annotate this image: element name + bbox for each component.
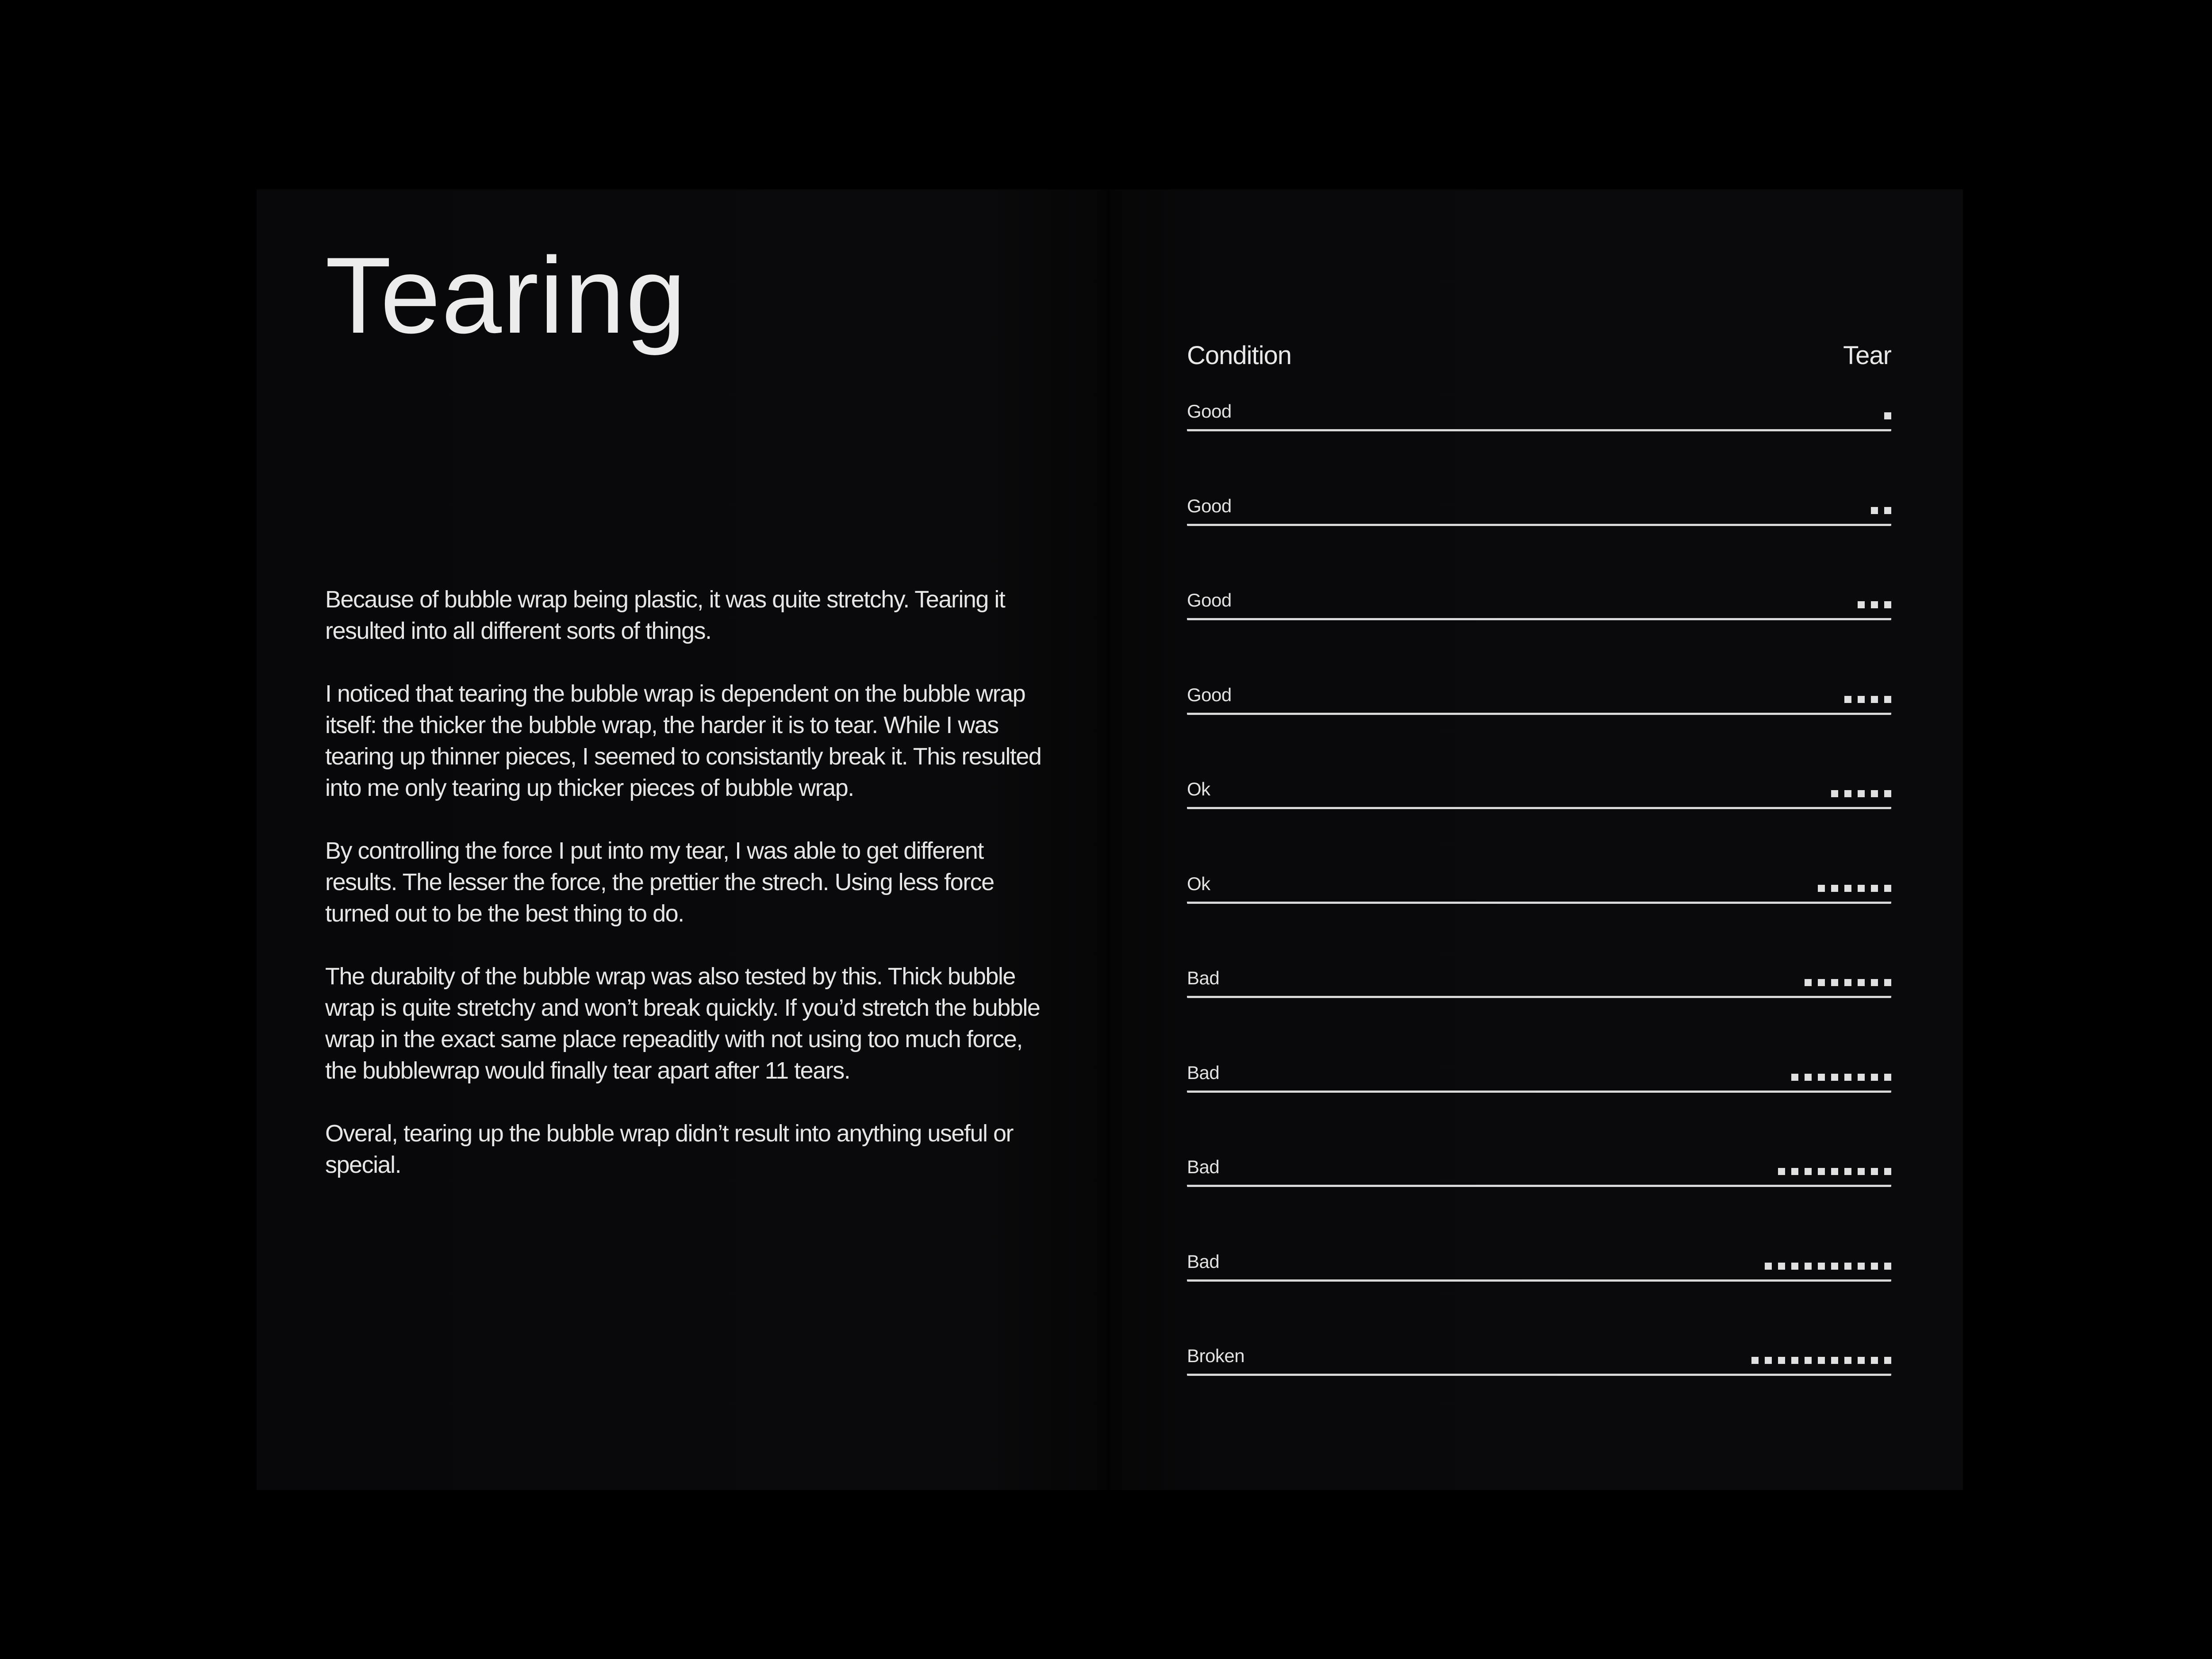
tear-mark <box>1778 1263 1785 1270</box>
right-page <box>1108 189 1963 1490</box>
tear-mark <box>1844 1263 1851 1270</box>
tear-mark <box>1871 979 1878 986</box>
table-row <box>1187 780 1891 809</box>
tear-mark <box>1884 1263 1891 1270</box>
tear-table <box>1187 341 1891 1366</box>
tear-mark <box>1778 1168 1785 1175</box>
table-row <box>1187 969 1891 998</box>
tear-mark <box>1871 1168 1878 1175</box>
tear-mark <box>1778 1357 1785 1364</box>
table-row <box>1187 591 1891 620</box>
table-row <box>1187 875 1891 904</box>
table-row <box>1187 497 1891 526</box>
tear-mark <box>1831 885 1838 892</box>
row-condition: Ok <box>1187 873 1210 894</box>
header-tear: Tear <box>1843 341 1891 370</box>
tear-marks <box>1871 507 1891 514</box>
page-title: Tearing <box>325 234 687 356</box>
tear-mark <box>1884 1357 1891 1364</box>
row-condition: Bad <box>1187 1062 1220 1083</box>
row-condition: Bad <box>1187 968 1220 988</box>
body-text <box>325 584 1051 1212</box>
tear-mark <box>1818 979 1825 986</box>
tear-mark <box>1884 885 1891 892</box>
tear-mark <box>1844 979 1851 986</box>
tear-mark <box>1765 1357 1772 1364</box>
tear-mark <box>1858 696 1865 703</box>
table-row <box>1187 1158 1891 1187</box>
tear-marks <box>1751 1357 1891 1364</box>
tear-mark <box>1831 1074 1838 1081</box>
tear-mark <box>1844 696 1851 703</box>
tear-mark <box>1884 412 1891 419</box>
tear-mark <box>1831 1263 1838 1270</box>
tear-mark <box>1805 1357 1812 1364</box>
row-condition: Good <box>1187 495 1232 516</box>
table-row <box>1187 686 1891 715</box>
tear-marks <box>1818 885 1891 892</box>
tear-mark <box>1858 1263 1865 1270</box>
tear-mark <box>1871 696 1878 703</box>
table-row <box>1187 1064 1891 1093</box>
table-row <box>1187 1253 1891 1282</box>
tear-mark <box>1858 1074 1865 1081</box>
tear-mark <box>1818 1357 1825 1364</box>
tear-mark <box>1805 1168 1812 1175</box>
row-condition: Broken <box>1187 1345 1245 1366</box>
tear-mark <box>1765 1263 1772 1270</box>
tear-mark <box>1791 1263 1798 1270</box>
tear-mark <box>1818 885 1825 892</box>
tear-mark <box>1884 1074 1891 1081</box>
paragraph: The durabilty of the bubble wrap was also tested by this. Thick bubble wrap is quite stretchy and won’t break quickly. If you’d stretch the bubble wrap in the exact same place repeaditly with not using too much force, the bubblewrap would finally tear apart after 11 tears. <box>325 963 1040 1084</box>
table-header <box>1187 341 1891 376</box>
tear-mark <box>1751 1357 1759 1364</box>
tear-marks <box>1884 412 1891 419</box>
tear-mark <box>1831 979 1838 986</box>
tear-mark <box>1818 1074 1825 1081</box>
header-condition: Condition <box>1187 341 1292 370</box>
tear-mark <box>1884 601 1891 608</box>
tear-mark <box>1791 1357 1798 1364</box>
tear-mark <box>1831 1168 1838 1175</box>
row-condition: Good <box>1187 401 1232 422</box>
tear-mark <box>1871 1263 1878 1270</box>
tear-mark <box>1805 1263 1812 1270</box>
tear-mark <box>1871 885 1878 892</box>
row-condition: Bad <box>1187 1156 1220 1177</box>
tear-mark <box>1884 1168 1891 1175</box>
tear-mark <box>1871 1074 1878 1081</box>
tear-mark <box>1844 1357 1851 1364</box>
tear-mark <box>1884 979 1891 986</box>
paragraph: By controlling the force I put into my tear, I was able to get different results. The lesser the force, the prettier the strech. Using less force turned out to be the best thing to do. <box>325 837 994 927</box>
paragraph: Overal, tearing up the bubble wrap didn’t result into anything useful or special. <box>325 1120 1014 1178</box>
tear-mark <box>1831 1357 1838 1364</box>
tear-mark <box>1858 979 1865 986</box>
tear-mark <box>1871 1357 1878 1364</box>
tear-mark <box>1818 1263 1825 1270</box>
tear-mark <box>1858 790 1865 797</box>
tear-mark <box>1884 507 1891 514</box>
tear-mark <box>1871 790 1878 797</box>
tear-mark <box>1871 601 1878 608</box>
tear-mark <box>1791 1168 1798 1175</box>
tear-marks <box>1791 1074 1891 1081</box>
tear-mark <box>1791 1074 1798 1081</box>
tear-mark <box>1844 885 1851 892</box>
paragraph: I noticed that tearing the bubble wrap is dependent on the bubble wrap itself: the thicker the bubble wrap, the harder it is to tear. While I was tearing up thinner pieces, I seemed to consistantly break it. This resulted into me only tearing up thicker pieces of bubble wrap. <box>325 680 1041 801</box>
tear-marks <box>1858 601 1891 608</box>
tear-mark <box>1858 1168 1865 1175</box>
tear-marks <box>1778 1168 1891 1175</box>
tear-mark <box>1858 1357 1865 1364</box>
row-condition: Good <box>1187 684 1232 705</box>
table-row <box>1187 1347 1891 1376</box>
tear-mark <box>1884 696 1891 703</box>
row-condition: Ok <box>1187 779 1210 799</box>
tear-mark <box>1831 790 1838 797</box>
tear-mark <box>1884 790 1891 797</box>
tear-mark <box>1805 1074 1812 1081</box>
tear-mark <box>1844 1074 1851 1081</box>
tear-marks <box>1805 979 1891 986</box>
tear-mark <box>1858 601 1865 608</box>
table-row <box>1187 403 1891 431</box>
book-spine <box>1105 189 1111 1490</box>
tear-mark <box>1871 507 1878 514</box>
row-condition: Bad <box>1187 1251 1220 1272</box>
tear-mark <box>1818 1168 1825 1175</box>
tear-mark <box>1858 885 1865 892</box>
tear-mark <box>1805 979 1812 986</box>
row-condition: Good <box>1187 590 1232 611</box>
tear-marks <box>1765 1263 1891 1270</box>
tear-marks <box>1831 790 1891 797</box>
tear-mark <box>1844 1168 1851 1175</box>
tear-mark <box>1844 790 1851 797</box>
tear-marks <box>1844 696 1891 703</box>
paragraph: Because of bubble wrap being plastic, it was quite stretchy. Tearing it resulted into all different sorts of things. <box>325 586 1005 644</box>
